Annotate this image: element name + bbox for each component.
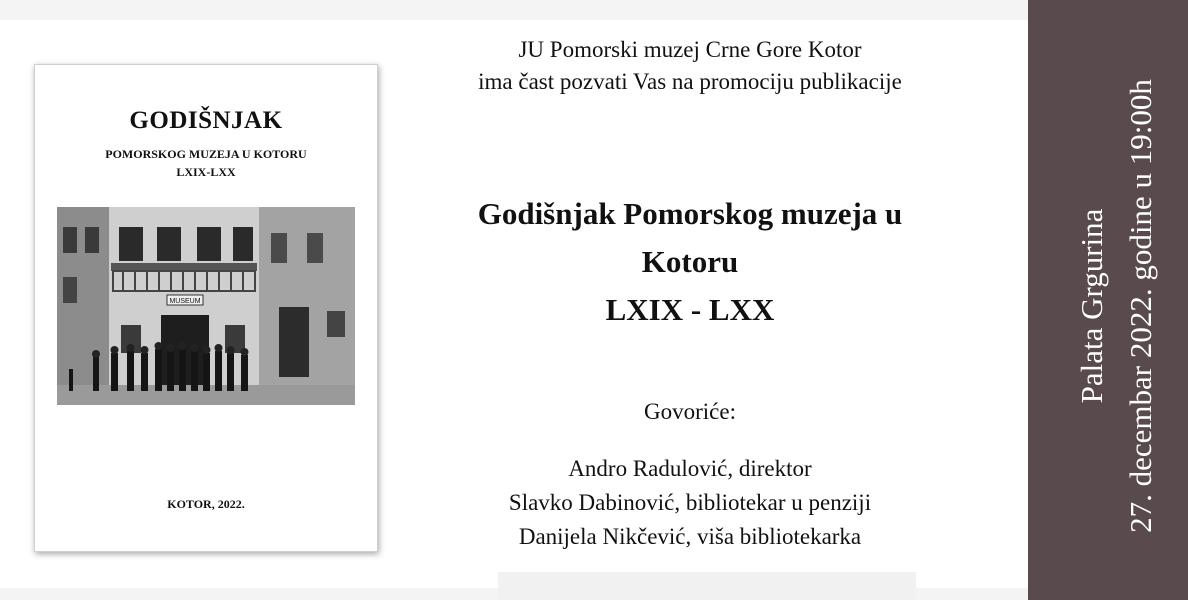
book-cover — [34, 64, 378, 552]
publication-title-line-2: Kotoru — [641, 244, 739, 279]
speaker-item: Slavko Dabinović, bibliotekar u penziji — [508, 490, 872, 515]
museum-sign: MUSEUM — [169, 298, 201, 305]
event-venue: Palata Grgurina — [1074, 208, 1109, 404]
speaker-item: Andro Radulović, direktor — [568, 456, 812, 481]
invitation-line-1: JU Pomorski muzej Crne Gore Kotor — [518, 37, 862, 62]
speakers-list — [400, 452, 980, 554]
publication-title-line-1: Godišnjak Pomorskog muzeja u — [477, 196, 903, 231]
cover-volume: LXIX-LXX — [176, 165, 236, 179]
cover-subtitle: POMORSKOG MUZEJA U KOTORU — [105, 147, 307, 161]
cover-title: GODIŠNJAK — [129, 107, 283, 134]
cover-footer: KOTOR, 2022. — [167, 497, 245, 511]
speaker-item: Danijela Nikčević, viša bibliotekarka — [518, 524, 862, 549]
event-datetime: 27. decembar 2022. godine u 19:00h — [1123, 79, 1158, 533]
publication-volume: LXIX - LXX — [605, 292, 775, 327]
bottom-strip — [498, 572, 916, 600]
invitation-line-2: ima čast pozvati Vas na promociju publikacije — [478, 69, 902, 94]
cover-photo-museum-building — [57, 207, 355, 405]
speakers-heading: Govoriće: — [644, 399, 736, 424]
